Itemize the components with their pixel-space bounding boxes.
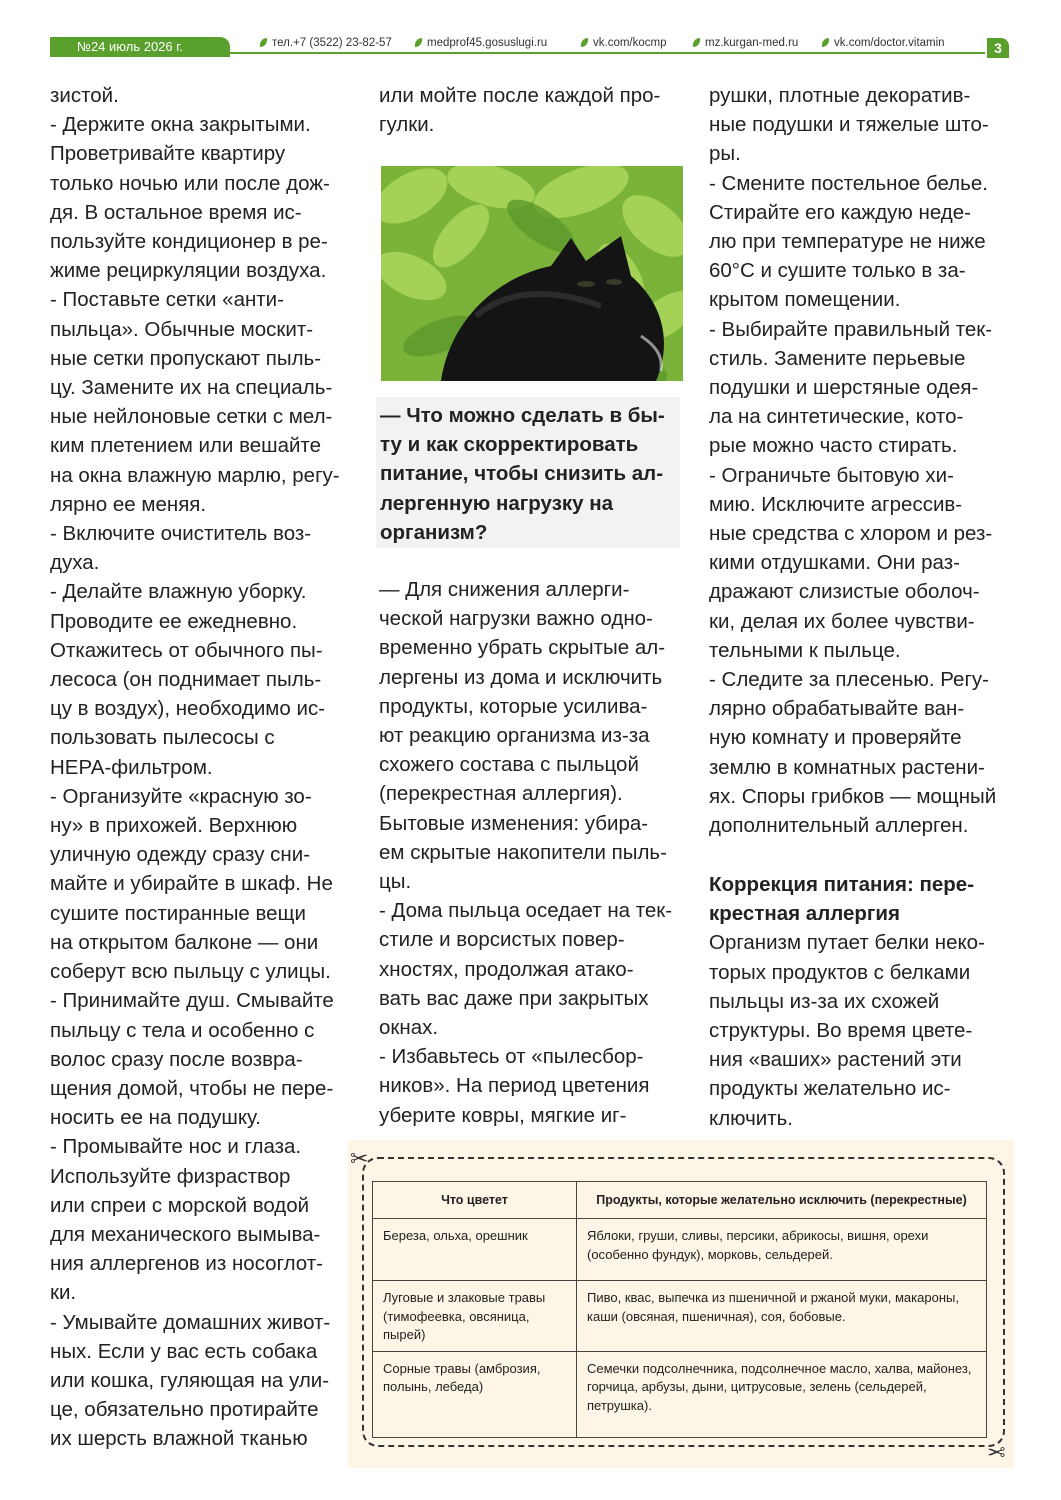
text-line: - Ограничьте бытовую хи- bbox=[709, 463, 954, 487]
text-line: Луговые и злаковые травы bbox=[383, 1290, 546, 1305]
text-line: Проветривайте квартиру bbox=[50, 142, 286, 166]
section-subheading bbox=[709, 870, 1011, 928]
table-cell-foods bbox=[577, 1219, 987, 1281]
text-line: ры. bbox=[709, 142, 741, 166]
text-line: 60°С и сушите только в за- bbox=[709, 259, 966, 283]
text-line: це, обязательно протирайте bbox=[50, 1398, 319, 1422]
text-line: или спреи с морской водой bbox=[50, 1193, 310, 1217]
text-line: продукты, которые усилива- bbox=[379, 694, 648, 718]
text-line: ях. Споры грибков — мощный bbox=[709, 784, 997, 808]
text-line: волос сразу после возвра- bbox=[50, 1047, 303, 1071]
column-2-bottom-text bbox=[379, 575, 679, 1130]
vk-kocmp-link[interactable]: vk.com/kocmp bbox=[581, 37, 667, 49]
text-line: подушки и шерстяные одея- bbox=[709, 376, 979, 400]
text-line: землю в комнатных растени- bbox=[709, 755, 985, 779]
table-header-foods: Продукты, которые желательно исключить (перекрестные) bbox=[577, 1182, 987, 1219]
text-line: щения домой, чтобы не пере- bbox=[50, 1076, 334, 1100]
text-line: продукты желательно ис- bbox=[709, 1077, 951, 1101]
issue-label: №24 июль 2026 г. bbox=[77, 39, 184, 54]
text-line: рушки, плотные декоратив- bbox=[709, 84, 971, 107]
gosuslugi-link[interactable]: medprof45.gosuslugi.ru bbox=[415, 37, 547, 49]
text-line: лергены из дома и исключить bbox=[379, 665, 663, 689]
text-line: - Выбирайте правильный тек- bbox=[709, 317, 993, 341]
text-line: вать вас даже при закрытых bbox=[379, 986, 649, 1010]
text-line: духа. bbox=[50, 551, 100, 575]
text-line: ную комнату и проверяйте bbox=[709, 726, 962, 750]
text-line: НЕРА-фильтром. bbox=[50, 755, 213, 779]
text-line: - Включите очиститель воз- bbox=[50, 522, 312, 546]
text-line: мию. Исключите агрессив- bbox=[709, 492, 963, 516]
text-line: пыльцы из-за их схожей bbox=[709, 989, 940, 1013]
table-header-plant: Что цветет bbox=[373, 1182, 577, 1219]
text-line: Проводите ее ежедневно. bbox=[50, 609, 298, 633]
text-line: тельными к пыльце. bbox=[709, 638, 901, 662]
text-line: - Избавьтесь от «пылесбор- bbox=[379, 1045, 644, 1069]
text-line: Откажитесь от обычного пы- bbox=[50, 638, 323, 662]
text-line: пользовать пылесосы с bbox=[50, 726, 275, 750]
text-line: - Организуйте «красную зо- bbox=[50, 784, 312, 808]
text-line: лю при температуре не ниже bbox=[709, 230, 986, 254]
text-line: ных. Если у вас есть собака bbox=[50, 1339, 318, 1363]
text-line: рые можно часто стирать. bbox=[709, 434, 958, 458]
table-cell-plant bbox=[373, 1281, 577, 1352]
table-cell-foods bbox=[577, 1351, 987, 1437]
text-line: ния аллергенов из носоглот- bbox=[50, 1252, 323, 1276]
text-line: гулки. bbox=[379, 113, 435, 137]
text-line: пользуйте кондиционер в ре- bbox=[50, 230, 328, 254]
section-body bbox=[709, 928, 1011, 1132]
table-row bbox=[373, 1351, 987, 1437]
table-cell-plant bbox=[373, 1219, 577, 1281]
text-line: ким плетением или вешайте bbox=[50, 434, 321, 458]
text-line: для механического вымыва- bbox=[50, 1222, 321, 1246]
leaf-icon bbox=[581, 38, 588, 47]
text-line: майте и убирайте в шкаф. Не bbox=[50, 872, 333, 896]
text-line: пыльцу с тела и особенно с bbox=[50, 1018, 315, 1042]
scissors-icon: ✂ bbox=[987, 1439, 1006, 1464]
vk-doctor-vitamin-link[interactable]: vk.com/doctor.vitamin bbox=[822, 37, 945, 49]
table-cell-plant bbox=[373, 1351, 577, 1437]
question-box bbox=[376, 397, 680, 548]
text-line: ния «ваших» растений эти bbox=[709, 1048, 962, 1072]
text-line: — Для снижения аллерги- bbox=[379, 578, 630, 601]
text-line: цу. Замените их на специаль- bbox=[50, 376, 333, 400]
text-line: крестная аллергия bbox=[709, 902, 900, 926]
text-line: Используйте физраствор bbox=[50, 1164, 291, 1188]
text-line: их шерсть влажной тканью bbox=[50, 1427, 308, 1451]
text-line: лярно ее меняя. bbox=[50, 492, 207, 516]
cat-photo bbox=[381, 166, 683, 381]
text-line: сушите постиранные вещи bbox=[50, 901, 306, 925]
text-line: (тимофеевка, овсяница, пырей) bbox=[383, 1308, 530, 1342]
text-line: ки. bbox=[50, 1281, 77, 1305]
text-line: Береза, ольха, орешник bbox=[383, 1228, 528, 1243]
text-line: - Дома пыльца оседает на тек- bbox=[379, 899, 673, 923]
text-line: на окна влажную марлю, регу- bbox=[50, 463, 340, 487]
text-line: лергенную нагрузку на bbox=[380, 491, 614, 515]
text-line: цы. bbox=[379, 870, 412, 894]
text-line: - Следите за плесенью. Регу- bbox=[709, 668, 990, 692]
text-line: - Принимайте душ. Смывайте bbox=[50, 989, 334, 1013]
interview-question bbox=[380, 401, 665, 547]
text-line: - Смените постельное белье. bbox=[709, 171, 988, 195]
text-line: жиме рециркуляции воздуха. bbox=[50, 259, 327, 283]
text-line: ников». На период цветения bbox=[379, 1074, 650, 1098]
text-line: лярно обрабатывайте ван- bbox=[709, 697, 965, 721]
text-line: Стирайте его каждую неде- bbox=[709, 200, 971, 224]
text-line: ну» в прихожей. Верхнюю bbox=[50, 814, 298, 838]
table-row bbox=[373, 1219, 987, 1281]
text-line: дя. В остальное время ис- bbox=[50, 200, 302, 224]
text-line: ные нейлоновые сетки с мел- bbox=[50, 405, 333, 429]
text-line: ключить. bbox=[709, 1106, 793, 1130]
scissors-icon: ✂ bbox=[350, 1146, 369, 1171]
text-line: уберите ковры, мягкие иг- bbox=[379, 1103, 627, 1127]
text-line: ют реакцию организма из-за bbox=[379, 724, 650, 748]
text-line: — Что можно сделать в бы- bbox=[380, 404, 665, 427]
text-line: ческой нагрузки важно одно- bbox=[379, 607, 653, 631]
text-line: - Умывайте домашних живот- bbox=[50, 1310, 331, 1334]
black-cat-icon bbox=[381, 166, 683, 381]
text-line: ные подушки и тяжелые што- bbox=[709, 113, 989, 137]
text-line: уличную одежду сразу сни- bbox=[50, 843, 311, 867]
text-line: только ночью или после дож- bbox=[50, 171, 330, 195]
text-line: Сорные травы (амброзия, bbox=[383, 1360, 541, 1376]
text-line: пыльца». Обычные москит- bbox=[50, 317, 314, 341]
text-line: временно убрать скрытые ал- bbox=[379, 636, 666, 660]
column-2-top-text bbox=[379, 81, 679, 139]
text-line: каши (овсяная, пшеничная), соя, бобовые. bbox=[587, 1308, 846, 1324]
text-line: схожего состава с пыльцой bbox=[379, 753, 639, 777]
text-line: Коррекция питания: пере- bbox=[709, 873, 975, 896]
text-line: цу в воздух), необходимо ис- bbox=[50, 697, 326, 721]
text-line: торых продуктов с белками bbox=[709, 960, 971, 984]
text-line: соберут всю пыльцу с улицы. bbox=[50, 960, 331, 984]
text-line: ем скрытые накопители пыль- bbox=[379, 840, 667, 864]
column-1-text bbox=[50, 81, 350, 1454]
text-line: Яблоки, груши, сливы, персики, абрикосы, вишня, орехи bbox=[587, 1228, 929, 1243]
page-number: 3 bbox=[987, 38, 1009, 58]
text-line: дражают слизистые оболоч- bbox=[709, 580, 980, 604]
leaf-icon bbox=[822, 38, 829, 47]
text-line: организм? bbox=[380, 520, 488, 544]
text-line: Семечки подсолнечника, подсолнечное масло, халва, майонез, bbox=[587, 1360, 972, 1376]
text-line: хностях, продолжая атако- bbox=[379, 957, 634, 981]
text-line: - Поставьте сетки «анти- bbox=[50, 288, 284, 312]
text-line: стиле и ворсистых повер- bbox=[379, 928, 625, 952]
text-line: стиль. Замените перьевые bbox=[709, 346, 966, 370]
header-links bbox=[258, 37, 978, 53]
text-line: Организм путает белки неко- bbox=[709, 931, 985, 955]
text-line: петрушка). bbox=[587, 1397, 652, 1413]
text-line: лесоса (он поднимает пыль- bbox=[50, 668, 322, 692]
text-line: ла на синтетические, кото- bbox=[709, 405, 964, 429]
text-line: (перекрестная аллергия). bbox=[379, 782, 623, 806]
leaf-icon bbox=[415, 38, 422, 47]
text-line: или кошка, гуляющая на ули- bbox=[50, 1368, 330, 1392]
text-line: или мойте после каждой про- bbox=[379, 84, 661, 107]
text-line: - Держите окна закрытыми. bbox=[50, 113, 311, 137]
text-line: кими отдушками. Они раз- bbox=[709, 551, 960, 575]
column-3-bottom bbox=[709, 870, 1011, 1133]
text-line: горчица, арбузы, дыни, цитрусовые, зелень (сельдерей, bbox=[587, 1379, 927, 1394]
text-line: на открытом балконе — они bbox=[50, 930, 319, 954]
text-line: - Промывайте нос и глаза. bbox=[50, 1135, 302, 1159]
text-line: носить ее на подушку. bbox=[50, 1106, 261, 1130]
text-line: полынь, лебеда) bbox=[383, 1379, 484, 1394]
issue-badge bbox=[50, 37, 230, 57]
text-line: окнах. bbox=[379, 1016, 439, 1040]
column-3-top-text bbox=[709, 81, 1011, 840]
text-line: - Делайте влажную уборку. bbox=[50, 580, 307, 604]
text-line: (особенно фундук), морковь, сельдерей. bbox=[587, 1246, 833, 1262]
kurgan-med-link[interactable]: mz.kurgan-med.ru bbox=[693, 37, 798, 49]
text-line: ные сетки пропускают пыль- bbox=[50, 346, 322, 370]
phone-link[interactable]: тел.+7 (3522) 23-82-57 bbox=[260, 37, 392, 49]
cross-allergy-table bbox=[372, 1181, 987, 1431]
text-line: структуры. Во время цвете- bbox=[709, 1019, 973, 1043]
table-row bbox=[373, 1281, 987, 1352]
text-line: дополнительный аллерген. bbox=[709, 814, 969, 838]
text-line: Пиво, квас, выпечка из пшеничной и ржаной муки, макароны, bbox=[587, 1290, 959, 1305]
leaf-icon bbox=[260, 38, 267, 47]
text-line: ту и как скорректировать bbox=[380, 433, 639, 457]
text-line: питание, чтобы снизить ал- bbox=[380, 462, 664, 486]
text-line: ки, делая их более чувстви- bbox=[709, 609, 975, 633]
text-line: крытом помещении. bbox=[709, 288, 901, 312]
leaf-icon bbox=[693, 38, 700, 47]
text-line: ные средства с хлором и рез- bbox=[709, 522, 993, 546]
text-line: Бытовые изменения: убира- bbox=[379, 811, 649, 835]
text-line: зистой. bbox=[50, 84, 119, 107]
table-cell-foods bbox=[577, 1281, 987, 1352]
